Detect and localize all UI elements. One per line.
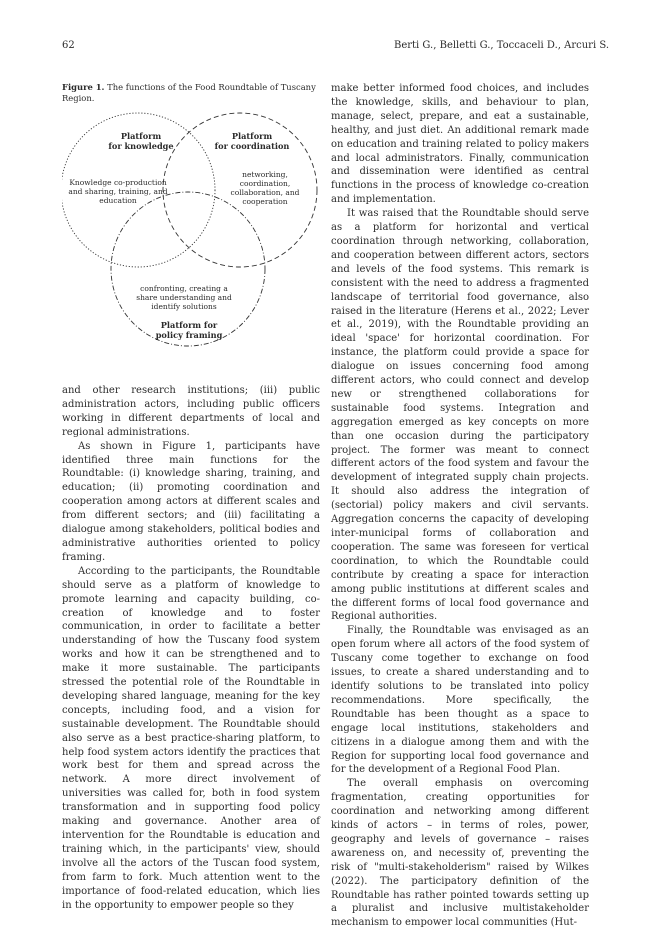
label-knowledge-title: Platform for knowledge (108, 131, 174, 151)
label-policy-title: Platform for policy framing (155, 320, 223, 340)
label-knowledge-desc: Knowledge co-production and sharing, training, and education (68, 178, 168, 205)
label-coordination-desc: networking, coordination, collaboration, and cooperation (230, 170, 300, 206)
paragraph: The overall emphasis on overcoming fragmentation, creating opportunities for coordination and networking among different kinds of actors – in terms of roles, power, geography and levels of governance – raises awareness on, and necessity of, preventing the risk of "multi-stakeholderism" raised by Wilkes (2022). The participatory definition of the Roundtable has rather pointed towards setting up a pluralist and inclusive multistakeholder mechanism to empower local communities (Hut- (331, 778, 589, 929)
left-column (62, 82, 320, 912)
figure-caption-label: Figure 1. (62, 82, 105, 92)
label-coordination-title: Platform for coordination (214, 131, 290, 151)
paragraph: Finally, the Roundtable was envisaged as an open forum where all actors of the food system of Tuscany come together to exchange on food issues, to create a shared understanding and to identify solutions to be translated into policy recommendations. More specifically, the Roundtable has been thought as a space to engage local institutions, stakeholders and citizens in a dialogue among them and with the Region for supporting local food governance and for the development of a Regional Food Plan. (331, 625, 589, 776)
right-column (331, 82, 589, 930)
page-number: 62 (62, 40, 75, 51)
paragraph: make better informed food choices, and includes the knowledge, skills, and behaviour to plan, manage, select, prepare, and eat a sustainable, healthy, and just diet. An additional remark made on education and training related to policy makers and local administrators. Finally, communication and dissemination were identified as central functions in the process of knowledge co-creation and implementation. (331, 83, 589, 206)
paragraph: and other research institutions; (iii) public administration actors, including public officers working in different departments of local and regional administrations. (62, 385, 320, 438)
venn-diagram (62, 104, 320, 376)
paragraph: According to the participants, the Roundtable should serve as a platform of knowledge to promote learning and capacity building, co-creation of knowledge and to foster communication, in order to facilitate a better understanding of how the Tuscany food system works and how it can be strengthened and to make it more sustainable. The participants stressed the potential role of the Roundtable in developing shared language, meaning for the key concepts, including food, and a vision for sustainable development. The Roundtable should also serve as a best practice-sharing platform, to help food system actors identify the practices that work best for them and spread across the network. A more direct involvement of universities was called for, both in food system transformation and in supporting food policy making and governance. Another area of intervention for the Roundtable is education and training which, in the participants' view, should involve all the actors of the Tuscan food system, from farm to fork. Much attention went to the importance of food-related education, which lies in the opportunity to empower people so they (62, 565, 320, 911)
paragraph: As shown in Figure 1, participants have identified three main functions for the Roundtable: (i) knowledge sharing, training, and education; (ii) promoting coordination and cooperation among actors at different scales and from different sectors; and (iii) facilitating a dialogue among stakeholders, political bodies and administrative authorities oriented to policy framing. (62, 440, 320, 563)
running-head: Berti G., Belletti G., Toccaceli D., Arcuri S. (393, 40, 609, 51)
figure-caption (62, 82, 320, 104)
paragraph: It was raised that the Roundtable should serve as a platform for horizontal and vertical coordination through networking, collaboration, and cooperation between different actors, sectors and levels of the food systems. This remark is consistent with the need to address a fragmented landscape of territorial food governance, also raised in the literature (Herens et al., 2022; Lever et al., 2019), with the Roundtable providing an ideal 'space' for horizontal coordination. For instance, the platform could provide a space for dialogue on issues concerning food among different actors, who could connect and develop new or strengthened collaborations for sustainable food systems. Integration and aggregation emerged as key concepts on more than one occasion during the participatory project. The former was meant to connect different actors of the food system and favour the development of integrated supply chain projects. It should also address the integration of (sectorial) policy makers and civil servants. Aggregation concerns the capacity of developing inter-municipal forms of collaboration and cooperation. The same was foreseen for vertical coordination, to which the Roundtable could contribute by creating a space for interaction among public institutions at different scales and the different forms of local food governance and Regional authorities. (331, 208, 589, 623)
left-body-text (62, 384, 320, 912)
figure-caption-text: The functions of the Food Roundtable of Tuscany Region. (62, 82, 316, 103)
label-policy-desc: confronting, creating a share understanding and identify solutions (136, 284, 232, 311)
